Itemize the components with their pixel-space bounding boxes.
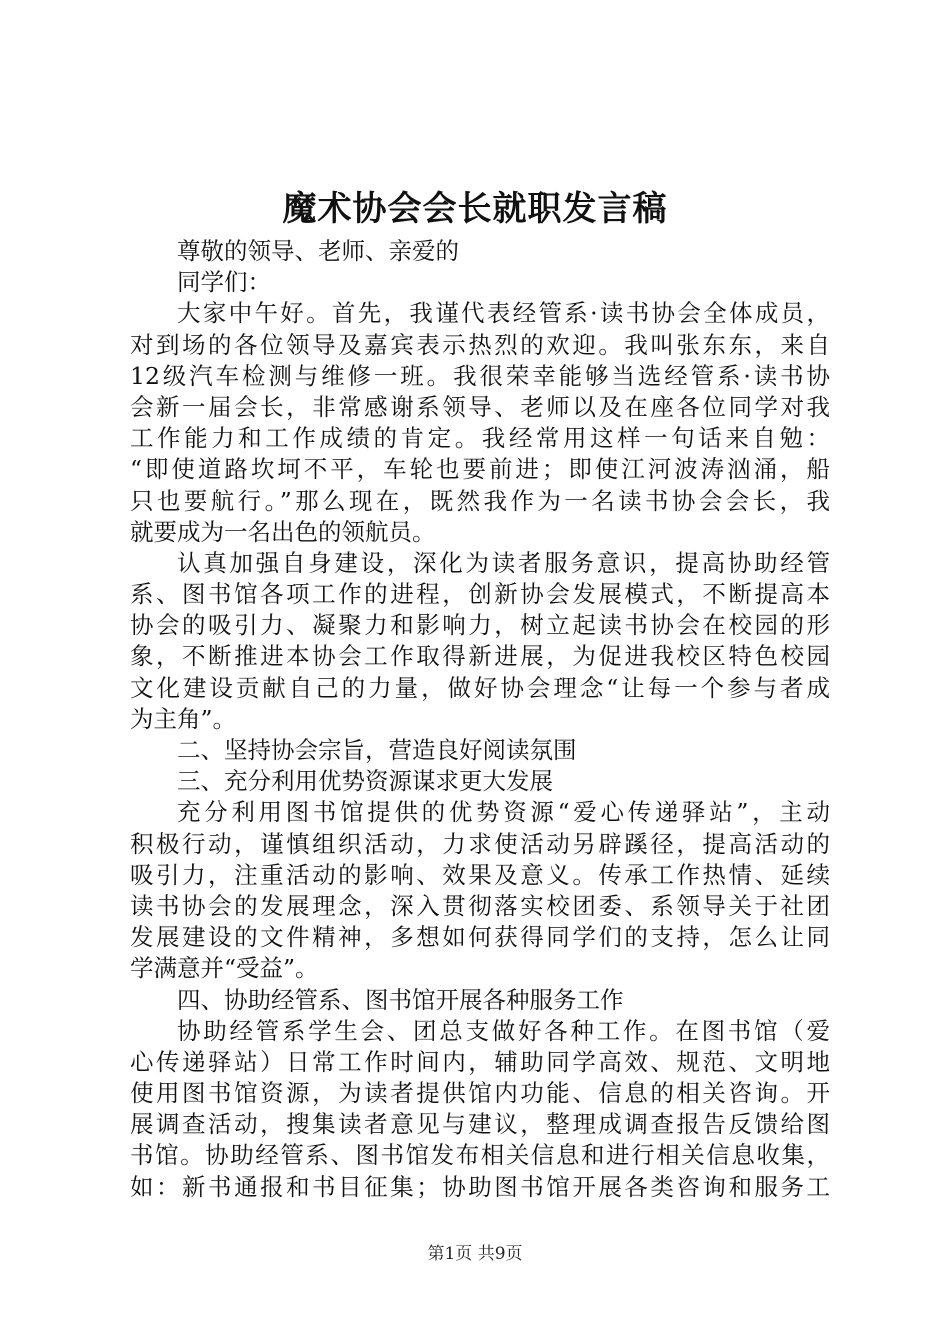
body-line: 协会的吸引力、凝聚力和影响力，树立起读书协会在校园的形	[130, 611, 830, 640]
body-line: 心传递驿站）日常工作时间内，辅助同学高效、规范、文明地	[130, 1047, 830, 1076]
document-body	[130, 236, 830, 1203]
body-line: 文化建设贡献自己的力量，做好协会理念“让每一个参与者成	[130, 673, 830, 702]
body-line: 大家中午好。首先，我谨代表经管系·读书协会全体成员，	[177, 299, 830, 328]
body-line: 为主角”。	[130, 704, 237, 733]
body-line: 协助经管系学生会、团总支做好各种工作。在图书馆（爱	[177, 1016, 830, 1045]
document-title: 魔术协会会长就职发言稿	[282, 189, 668, 229]
body-line: 12级汽车检测与维修一班。我很荣幸能够当选经管系·读书协	[130, 361, 830, 390]
body-line: 只也要航行。”那么现在，既然我作为一名读书协会会长，我	[130, 486, 830, 515]
body-line: 认真加强自身建设，深化为读者服务意识，提高协助经管	[177, 548, 830, 577]
body-line: 工作能力和工作成绩的肯定。我经常用这样一句话来自勉：	[130, 424, 830, 453]
body-line: 三、充分利用优势资源谋求更大发展	[177, 767, 553, 796]
body-line: 就要成为一名出色的领航员。	[130, 517, 436, 546]
body-line: 吸引力，注重活动的影响、效果及意义。传承工作热情、延续	[130, 860, 830, 889]
body-line: 对到场的各位领导及嘉宾表示热烈的欢迎。我叫张东东，来自	[130, 330, 830, 359]
body-line: 尊敬的领导、老师、亲爱的	[177, 237, 459, 265]
body-line: 四、协助经管系、图书馆开展各种服务工作	[177, 985, 624, 1014]
body-line: 会新一届会长，非常感谢系领导、老师以及在座各位同学对我	[130, 392, 830, 421]
body-line: 积极行动，谨慎组织活动，力求使活动另辟蹊径，提高活动的	[130, 829, 830, 858]
body-line: 展调查活动，搜集读者意见与建议，整理成调查报告反馈给图	[130, 1110, 830, 1139]
body-line: 书馆。协助经管系、图书馆发布相关信息和进行相关信息收集，	[130, 1141, 830, 1170]
body-line: 同学们：	[177, 268, 271, 297]
body-line: 学满意并“受益”。	[130, 954, 319, 983]
body-line: 二、坚持协会宗旨，营造良好阅读氛围	[177, 736, 577, 764]
body-line: 象，不断推进本协会工作取得新进展，为促进我校区特色校园	[130, 642, 830, 671]
body-line: 充分利用图书馆提供的优势资源“爱心传递驿站”，主动	[177, 798, 830, 827]
body-line: 读书协会的发展理念，深入贯彻落实校团委、系领导关于社团	[130, 891, 830, 920]
body-line: “即使道路坎坷不平，车轮也要前进；即使江河波涛汹涌，船	[130, 455, 830, 484]
body-line: 如：新书通报和书目征集；协助图书馆开展各类咨询和服务工	[130, 1172, 830, 1201]
body-line: 系、图书馆各项工作的进程，创新协会发展模式，不断提高本	[130, 580, 830, 609]
page-footer: 第1页 共9页	[427, 1244, 523, 1264]
body-line: 发展建设的文件精神，多想如何获得同学们的支持，怎么让同	[130, 923, 830, 952]
body-line: 使用图书馆资源，为读者提供馆内功能、信息的相关咨询。开	[130, 1079, 830, 1108]
